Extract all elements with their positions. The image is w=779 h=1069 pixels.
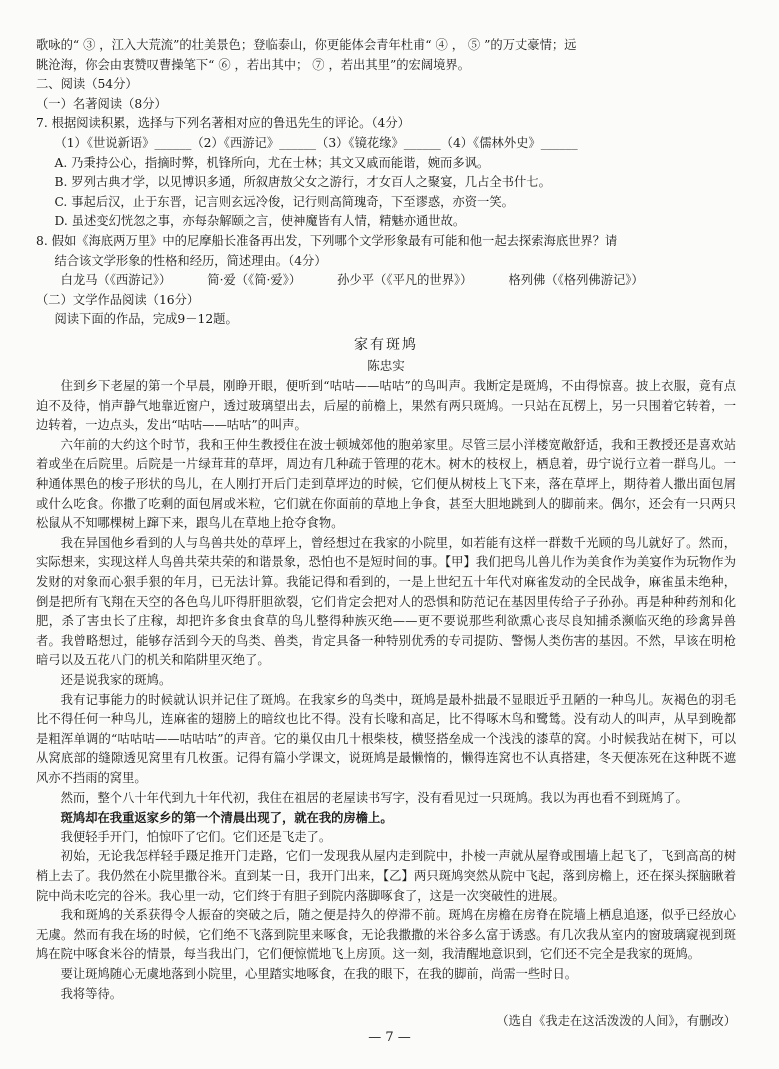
article-title: 家有斑鸠 [354,336,418,353]
intro-line-2: 眺沧海，你会由衷赞叹曹操笔下“ ⑥ ，若出其中； ⑦ ，若出其里”的宏阔境界。 [36,57,471,72]
page-number: — 7 — [368,1030,411,1045]
article-paragraph: 我在异国他乡看到的人与鸟兽共处的草坪上，曾经想过在我家的小院里，如若能有这样一群数千光顾的鸟儿就好了。然而，实际想来，实现这样人鸟兽共荣共荣的和谐景象，恐怕也不是短时间的事。【甲】我们把鸟儿兽儿作为美食作为美宴作为玩物作为发财的对象而心狠手狠的年月，已无法计算。我能记得和看到的，一是上世纪五十年代对麻雀发动的全民战争，麻雀虽未绝种，倒是把所有飞翔在天空的各色鸟儿吓得肝胆欲裂，它们肯定会把对人的恐惧和防范记在基因里传给子子孙孙。再是种种药剂和化肥，杀了害虫长了庄稼，却把许多食虫食草的鸟儿整得种族灭绝——更不要说那些利欲熏心丧尽良知捕杀濒临灭绝的珍禽异兽者。我曾略想过，能够存活到今天的鸟类、兽类，肯定具备一种特别优秀的专司提防、警惕人类伤害的基因。不然，早该在明枪暗弓以及五花八门的机关和陷阱里灭绝了。 [36,535,736,668]
question-8-option: 孙少平（《平凡的世界》） [337,273,473,288]
article-paragraph-emphasis: 斑鸠却在我重返家乡的第一个清晨出现了，就在我的房檐上。 [60,810,393,826]
intro-line-1: 歌咏的“ ③ ，江入大荒流”的壮美景色；登临泰山，你更能体会青年杜甫“ ④ ， ⑤ ”的万丈豪情；远 [36,38,577,52]
article-paragraph: 住到乡下老屋的第一个早晨，刚睁开眼，便听到“咕咕——咕咕”的鸟叫声。我断定是斑鸠，不由得惊喜。披上衣服，竟有点迫不及待，悄声静气地靠近窗户，透过玻璃望出去，后屋的前檐上，果然有两只斑鸠。一只站在瓦楞上，另一只围着它转着，一边转着，一边点头，发出“咕咕——咕咕”的叫声。 [36,379,736,433]
question-8-options [36,271,736,291]
question-7-option-b: B. 罗列古典才学，以见博识多通，所叙唐敖父女之游行，才女百人之聚宴，几占全书什七。 [54,175,551,190]
question-7-option-a: A. 乃秉持公心，指摘时弊，机锋所向，尤在士林；其文又戚而能谐，婉而多讽。 [54,155,490,170]
reading-instruction: 阅读下面的作品，完成9－12题。 [54,312,238,327]
article-paragraph: 我将等待。 [60,986,123,1001]
question-7-option-d: D. 虽述变幻恍忽之事，亦每杂解颐之言，使神魔皆有人情，精魅亦通世故。 [54,214,466,229]
article-source: （选自《我走在这活泼泼的人间》，有删改） [496,1014,736,1029]
question-8-option: 格列佛（《格列佛游记》） [508,273,644,288]
article-paragraph: 然而，整个八十年代到九十年代初，我住在祖居的老屋读书写字，没有看见过一只斑鸠。我以为再也看不到斑鸠了。 [60,790,688,805]
article-paragraph: 我和斑鸠的关系获得令人振奋的突破之后，随之便是持久的停滞不前。斑鸠在房檐在房脊在院墙上栖息追逐，似乎已经放心无虞。然而有我在场的时候，它们绝不飞落到院里来啄食，无论我撒撒的米谷多么富于诱惑。有几次我从室内的窗玻璃窥视到斑鸠在院中啄食米谷的情景，每当我出门，它们便惊慌地飞上房顶。这一刻，我清醒地意识到，它们还不完全是我家的斑鸠。 [36,908,736,962]
article-paragraph: 六年前的大约这个时节，我和王仲生教授住在波士顿城郊他的胞弟家里。尽管三层小洋楼宽敞舒适，我和王教授还是喜欢站着或坐在后院里。后院是一片绿茸茸的草坪，周边有几种疏于管理的花木。树木的枝杈上，栖息着，毋宁说行立着一群鸟儿。一种通体黑色的梭子形状的鸟儿，在人刚打开后门走到草坪边的时候，它们便从树枝上飞下来，落在草坪上，期待着人撒出面包屑或什么吃食。你撒了吃剩的面包屑或米粒，它们就在你面前的草地上争食，甚至大胆地跳到人的脚前来。偶尔，还会有一只两只松鼠从不知哪棵树上蹿下来，跟鸟儿在草地上抢夺食物。 [36,437,736,531]
subsection-heading-literary: （二）文学作品阅读（16分） [36,292,200,307]
article-paragraph: 要让斑鸠随心无虞地落到小院里，心里踏实地啄食，在我的眼下，在我的脚前，尚需一些时日。 [60,966,578,981]
question-7-option-c: C. 事起后汉，止于东晋，记言则玄远冷俊，记行则高简瑰奇，下至谬惑，亦资一笑。 [54,194,514,209]
article-paragraph: 初始，无论我怎样轻手蹑足推开门走路，它们一发现我从屋内走到院中，扑棱一声就从屋脊或围墙上起飞了，飞到高高的树梢上去了。我仍然在小院里撒谷米。直到某一日，我开门出来，【乙】两只斑鸠突然从院中飞起，落到房檐上，还在探头探脑瞅着院中尚未吃完的谷米。我心里一动，它们终于有胆子到院内落脚啄食了，这是一次突破性的进展。 [36,849,736,903]
page-body [36,36,736,1032]
question-8-option: 白龙马（《西游记》） [60,273,172,288]
section-heading-reading: 二、阅读（54分） [36,77,138,92]
question-8-stem-1: 8. 假如《海底两万里》中的尼摩船长准备再出发，下列哪个文学形象最有可能和他一起去探索海底世界？请 [36,233,618,248]
article-author: 陈忠实 [367,357,405,373]
question-8-option: 简·爱（《简·爱》） [207,273,302,288]
article-paragraph: 我有记事能力的时候就认识并记住了斑鸠。在我家乡的鸟类中，斑鸠是最朴拙最不显眼近乎丑陋的一种鸟儿。灰褐色的羽毛比不得任何一种鸟儿，连麻雀的翅膀上的暗纹也比不得。没有长喙和高足，比不得啄木鸟和鹭鸶。没有动人的叫声，从早到晚都是粗浑单调的“咕咕咕——咕咕咕”的声音。它的巢仅由几十根柴枝，横竖搭垒成一个浅浅的漆草的窝。小时候我站在树下，可以从窝底部的缝隙透见窝里有几枚蛋。记得有篇小学课文，说斑鸠是最懒惰的，懒得连窝也不认真搭建，冬天便冻死在这种既不遮风亦不挡雨的窝里。 [36,692,736,785]
article-paragraph: 我便轻手开门，怕惊吓了它们。它们还是飞走了。 [60,829,332,844]
article-paragraph: 还是说我家的斑鸠。 [60,673,172,687]
question-8-stem-2: 结合该文学形象的性格和经历，简述理由。（4分） [54,253,327,268]
subsection-heading-classics: （一）名著阅读（8分） [36,96,167,111]
question-7-blanks: （1）《世说新语》______（2）《西游记》______（3）《镜花缘》______（4）《儒林外史》______ [54,135,578,150]
question-7-stem: 7. 根据阅读积累，选择与下列名著相对应的鲁迅先生的评论。（4分） [36,116,410,131]
